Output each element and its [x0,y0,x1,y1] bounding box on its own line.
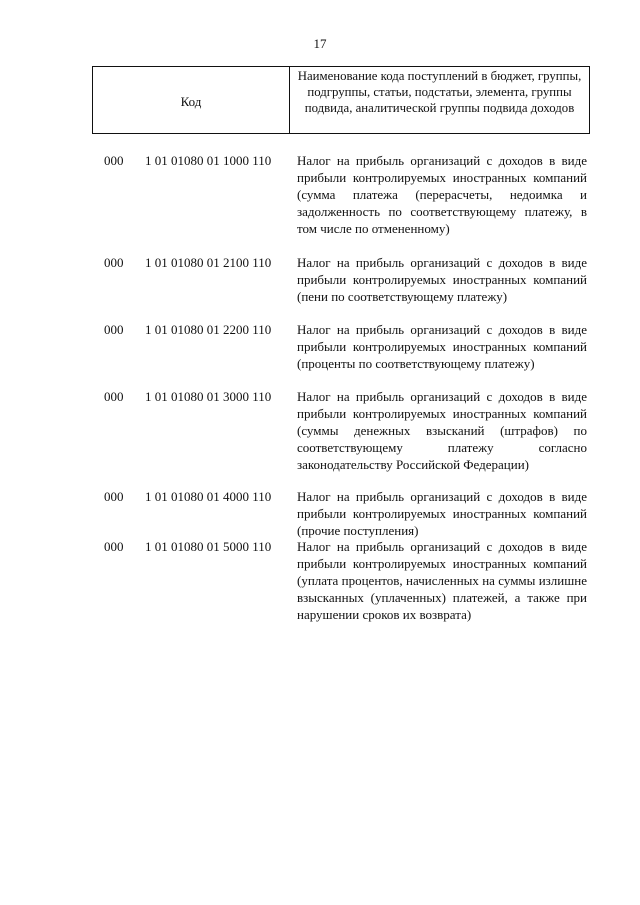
row-admin-code: 000 [104,255,124,270]
row-description: Налог на прибыль организаций с доходов в виде прибыли контролируемых иностранных компаний (сумма платежа (перерасчеты, недоимка и задолженность по соответствующему платежу, в том числе по отмененному) [297,153,587,236]
table-header [92,66,590,134]
row-description: Налог на прибыль организаций с доходов в виде прибыли контролируемых иностранных компаний (пени по соответствующему платежу) [297,255,587,304]
row-budget-code: 1 01 01080 01 3000 110 [145,389,272,404]
header-name-label: Наименование кода поступлений в бюджет, группы, подгруппы, статьи, подстатьи, элемента, группы подвида, аналитической группы подвида доходов [297,69,582,115]
row-description: Налог на прибыль организаций с доходов в виде прибыли контролируемых иностранных компаний (проценты по соответствующему платежу) [297,322,587,371]
row-admin-code: 000 [104,322,124,337]
header-code-label: Код [93,67,290,133]
row-admin-code: 000 [104,489,124,504]
row-admin-code: 000 [104,153,124,168]
row-description: Налог на прибыль организаций с доходов в виде прибыли контролируемых иностранных компаний (прочие поступления) [297,489,587,538]
row-admin-code: 000 [104,539,124,554]
row-admin-code: 000 [104,389,124,404]
row-budget-code: 1 01 01080 01 4000 110 [145,489,272,504]
row-description: Налог на прибыль организаций с доходов в виде прибыли контролируемых иностранных компаний (суммы денежных взысканий (штрафов) по соответствующему платежу согласно законодательству Российской Федерации) [297,389,587,472]
row-budget-code: 1 01 01080 01 5000 110 [145,539,272,554]
row-budget-code: 1 01 01080 01 2100 110 [145,255,272,270]
row-budget-code: 1 01 01080 01 1000 110 [145,153,272,168]
row-budget-code: 1 01 01080 01 2200 110 [145,322,272,337]
page-number: 17 [313,36,327,51]
row-description: Налог на прибыль организаций с доходов в виде прибыли контролируемых иностранных компаний (уплата процентов, начисленных на суммы излишне взысканных (уплаченных) платежей, а также при нарушении сроков их возврата) [297,539,587,622]
